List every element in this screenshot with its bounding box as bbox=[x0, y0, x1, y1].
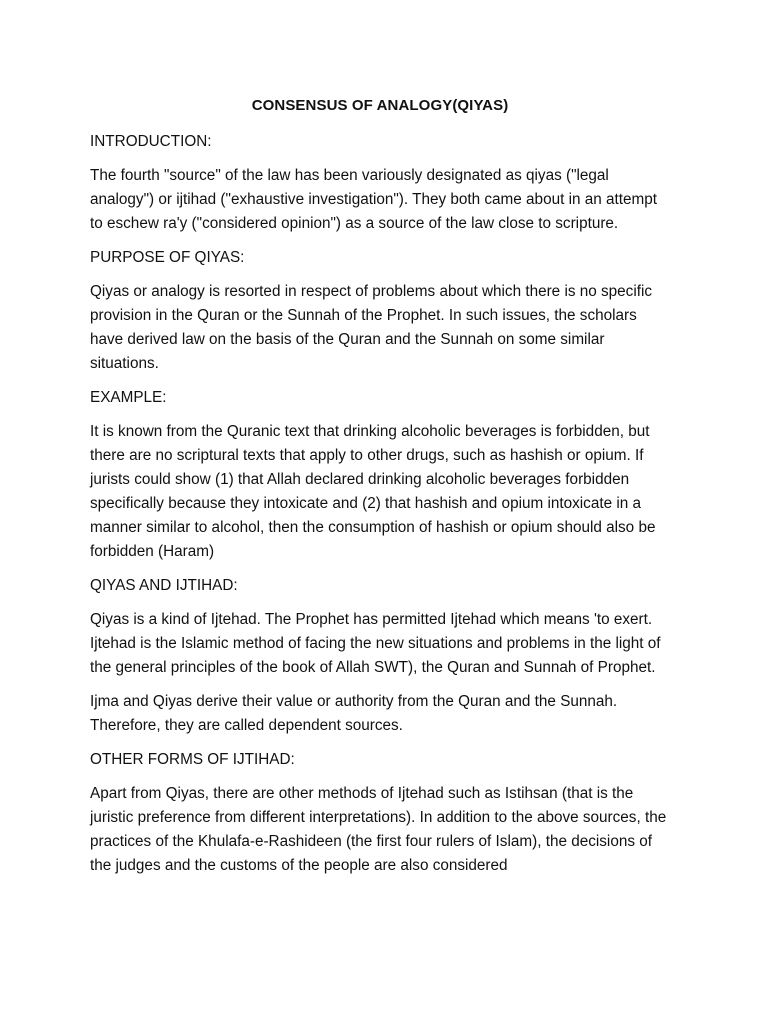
section-paragraph: It is known from the Quranic text that drinking alcoholic beverages is forbidden, but there are no scriptural texts that apply to other drugs, such as hashish or opium. If jurists could show (1) that Allah declared drinking alcoholic beverages forbidden specifically because they intoxicate and (2) that hashish and opium intoxicate in a manner similar to alcohol, then the consumption of hashish or opium should also be forbidden (Haram) bbox=[90, 423, 656, 560]
section-paragraph: Qiyas is a kind of Ijtehad. The Prophet has permitted Ijtehad which means 'to exert. Ijtehad is the Islamic method of facing the new situations and problems in the light of the general principles of the book of Allah SWT), the Quran and Sunnah of Prophet. bbox=[90, 611, 661, 676]
section-example bbox=[90, 386, 670, 564]
section-heading: INTRODUCTION: bbox=[90, 133, 212, 150]
section-heading: EXAMPLE: bbox=[90, 389, 167, 406]
section-paragraph: Ijma and Qiyas derive their value or authority from the Quran and the Sunnah. Therefore, they are called dependent sources. bbox=[90, 693, 618, 734]
section-other-forms-of-ijtihad bbox=[90, 748, 670, 878]
section-heading: QIYAS AND IJTIHAD: bbox=[90, 577, 238, 594]
section-introduction bbox=[90, 130, 670, 236]
section-paragraph: Qiyas or analogy is resorted in respect of problems about which there is no specific provision in the Quran or the Sunnah of the Prophet. In such issues, the scholars have derived law on the basis of the Quran and the Sunnah on some similar situations. bbox=[90, 283, 653, 372]
section-purpose-of-qiyas bbox=[90, 246, 670, 376]
document-title: CONSENSUS OF ANALOGY(QIYAS) bbox=[251, 97, 509, 114]
section-heading: OTHER FORMS OF IJTIHAD: bbox=[90, 751, 295, 768]
section-paragraph: Apart from Qiyas, there are other methods of Ijtehad such as Istihsan (that is the juristic preference from different interpretations). In addition to the above sources, the practices of the Khulafa-e-Rashideen (the first four rulers of Islam), the decisions of the judges and the customs of the people are also considered bbox=[90, 785, 667, 874]
document-body bbox=[90, 94, 670, 888]
section-heading: PURPOSE OF QIYAS: bbox=[90, 249, 245, 266]
section-paragraph: The fourth "source" of the law has been variously designated as qiyas ("legal analogy") or ijtihad ("exhaustive investigation"). They both came about in an attempt to eschew ra'y ("considered opinion") as a source of the law close to scripture. bbox=[90, 167, 658, 232]
section-qiyas-and-ijtihad bbox=[90, 574, 670, 738]
